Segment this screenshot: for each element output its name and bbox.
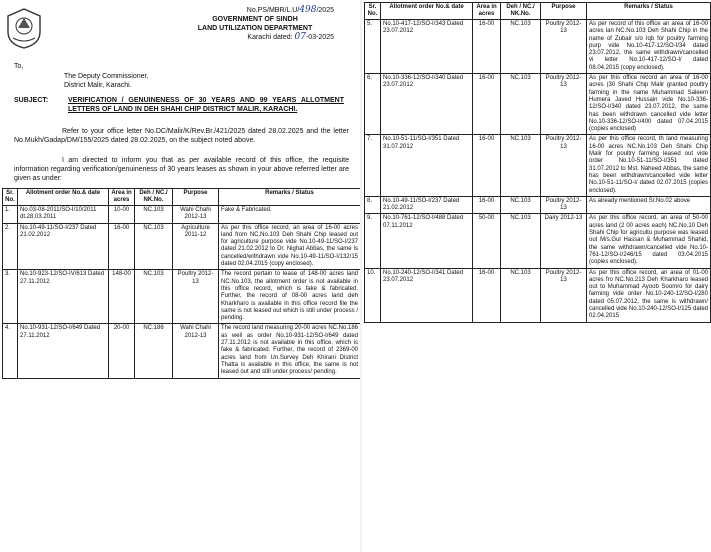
cell-deh: NC.186 <box>135 324 173 378</box>
paragraph-information: I am directed to inform you that as per available record of this office, the requisite information regarding verification/genuineness of 30 years leases as shown in your above referred letter are given as under: <box>14 157 349 182</box>
cell-remarks: The record pertain to lease of 148-00 acres land NC.No.103, the allotment order is not available in this office record, which is fake & fabricated. Further, the record of 08-00 acres land deh Kharkharo is available in this office record file the same is not leased out which is still under process / pending. <box>219 270 361 324</box>
col-order: Allotment order No.& date <box>381 3 473 20</box>
cell-sr: 4. <box>3 324 18 378</box>
cell-remarks: As per this office record an area of 16-00 acres (30 Shahi Chip Malir granted poultry farming in the name Muhammad Saleem Humera Javed Hussain vide No.10-336-12/SO-I/340 dated 23.07.2012, the same has been withdrawn cancelled vide letter No.10-336-12/SO-I/400 dated 07.04.2015 (copies enclosed) <box>587 74 711 135</box>
cell-order: No.10-240-12/SO-I/341 Dated 23.07.2012 <box>381 268 473 322</box>
cell-order: No.10-417-12/SO-I/343 Dated 23.07.2012 <box>381 20 473 74</box>
cell-purpose: Poultry 2012-13 <box>541 135 587 196</box>
cell-purpose: Poultry 2012-13 <box>541 196 587 214</box>
allotment-table-left <box>2 188 361 379</box>
table-row <box>3 206 361 224</box>
col-order: Allotment order No.& date <box>18 189 109 206</box>
table-row <box>3 223 361 270</box>
cell-sr: 2. <box>3 223 18 270</box>
col-sr: Sr. No. <box>365 3 381 20</box>
cell-purpose: Poultry 2012-13 <box>541 268 587 322</box>
reference-number: No.PS/MBR/L.U/498/2025 <box>246 5 334 15</box>
cell-area: 16-00 <box>473 135 501 196</box>
cell-deh: NC.103 <box>501 214 541 268</box>
cell-order: No.10-923-12/SO-IV/613 Dated 27.11.2012 <box>18 270 109 324</box>
table-row <box>365 196 711 214</box>
letter-header <box>160 6 350 42</box>
cell-sr: 9. <box>365 214 381 268</box>
paragraph-reference: Refer to your office letter No.DC/Malir/K/Rev.Br./421/2025 dated 28.02.2025 and the letter No.Mukh/Gadap/DM/155/2025 dated 28.02.2025, on the subject noted above. <box>14 128 349 144</box>
col-area: Area in acres <box>473 3 501 20</box>
cell-remarks: As per this office record, an area of 50-00 acres land (2 00 acres each) NC.No.10 Deh Shahi Chip for agricultu purpose was leased out M/s.Gul Hassan & Muhammad Shahid, the same withdrawn/cancelled vide No.10-761-12/SO-I/246/15 dated 03.04.2015 (copies enclosed). <box>587 214 711 268</box>
cell-sr: 6. <box>365 74 381 135</box>
col-deh: Deh / NC./ NK.No. <box>135 189 173 206</box>
col-area: Area in acres <box>109 189 135 206</box>
department-title: LAND UTILIZATION DEPARTMENT <box>197 25 313 32</box>
cell-purpose: Dairy 2012-13 <box>541 214 587 268</box>
table-row <box>365 135 711 196</box>
cell-remarks: As per this office record, an area of 01-00 acres fro NC.No.213 Deh Kharkharo leased out to Muhammad Ayoob Soomro for dairy farming vide order No.10-240-12/SO-I/280 dated 05.07.2012, the same is withdrawn/ cancelled vide No.10-240-12/SO-I/125 dated 02.04.2015 <box>587 268 711 322</box>
table-row <box>3 270 361 324</box>
cell-deh: NC.103 <box>135 270 173 324</box>
cell-area: 16-00 <box>473 20 501 74</box>
cell-area: 16-00 <box>473 74 501 135</box>
table-row <box>365 20 711 74</box>
to-label: To, <box>14 63 24 70</box>
cell-area: 16-00 <box>473 196 501 214</box>
cell-order: No.03-08-2011/SO-I/10/2011 dt.28.03.2011 <box>18 206 109 224</box>
cell-order: No.10-761-12/SO-I/488 Dated 07.11.2012 <box>381 214 473 268</box>
cell-purpose: Poultry 2012-13 <box>541 74 587 135</box>
govt-title: GOVERNMENT OF SINDH <box>212 16 298 23</box>
cell-deh: NC.103 <box>501 268 541 322</box>
cell-remarks: As per this office record, th land measuring 16-00 acres NC.No.103 Deh Shahi Chip Malir for poultry farming leased out vide order No.10-51-11/SO-I/351 dated 31.07.2012 to Mst. Naheed Abbas, the same has been withdrawn/cancelled vide letter No.10-51-11/SO-I/ dated 02.07.2015 (copies enclosed). <box>587 135 711 196</box>
cell-purpose: Wahi Chahi 2012-13 <box>173 206 219 224</box>
cell-remarks: Fake & Fabricated. <box>219 206 361 224</box>
cell-area: 10-00 <box>109 206 135 224</box>
cell-remarks: As per record of this office an area of 16-00 acres lan NC.No.103 Deh Shahi Chip in the name of Zubair s/o Iqb for poultry farming purp vide No.10-417-12/SO-I/34 dated 23.07.2012, the same withdrawn/cancelled vi letter No.10-417-12/SO-I/ dated 08.04.2015 (copy enclosed). <box>587 20 711 74</box>
cell-purpose: Poultry 2012-13 <box>173 270 219 324</box>
cell-deh: NC.103 <box>501 135 541 196</box>
cell-order: No.10-51-11/SO-I/351 Dated 31.07.2012 <box>381 135 473 196</box>
cell-purpose: Poultry 2012-13 <box>541 20 587 74</box>
cell-order: No.10-336-12/SO-I/340 Dated 23.07.2012 <box>381 74 473 135</box>
subject-label: SUBJECT: <box>14 97 49 104</box>
letter-date: Karachi dated: 07-03-2025 <box>247 32 334 42</box>
cell-area: 16-00 <box>473 268 501 322</box>
table-row <box>365 268 711 322</box>
government-seal-icon <box>4 6 44 50</box>
col-remarks: Remarks / Status <box>587 3 711 20</box>
addressee-district: District Malir, Karachi. <box>64 82 132 89</box>
col-purpose: Purpose <box>173 189 219 206</box>
cell-sr: 8. <box>365 196 381 214</box>
cell-sr: 3. <box>3 270 18 324</box>
col-sr: Sr. No. <box>3 189 18 206</box>
handwritten-date: 07 <box>294 32 306 42</box>
cell-order: No.10-931-12/SO-I/649 Dated 27.11.2012 <box>18 324 109 378</box>
cell-area: 50-00 <box>473 214 501 268</box>
table-row <box>365 74 711 135</box>
cell-deh: NC.103 <box>135 206 173 224</box>
col-purpose: Purpose <box>541 3 587 20</box>
cell-sr: 5. <box>365 20 381 74</box>
cell-sr: 7. <box>365 135 381 196</box>
table-row <box>365 214 711 268</box>
cell-area: 16-00 <box>109 223 135 270</box>
handwritten-ref: 498 <box>299 5 317 15</box>
cell-deh: NC.103 <box>501 196 541 214</box>
addressee: The Deputy Commissioner, <box>64 73 149 80</box>
cell-sr: 1. <box>3 206 18 224</box>
allotment-table-right <box>364 2 711 323</box>
cell-order: No.10-49-11/SO-I/237 Dated 21.02.2012 <box>381 196 473 214</box>
col-deh: Deh / NC./ NK.No. <box>501 3 541 20</box>
cell-order: No.10-49-11/SO-I/237 Dated 21.02.2012 <box>18 223 109 270</box>
cell-remarks: As per this office record, an area of 16-00 acres land from NC.No.103 Deh Shahi Chip leased out for agriculture purpose vide No.10-49-11/SO-I/237 dated 21.02.2012 to Dr. Nighat Abbas, the same is cancelled/withdrawn vide No.10-49-11/SO-I/132/15 dated 02.04.2015 (copy enclosed). <box>219 223 361 270</box>
cell-remarks: As already mentioned Sr.No.02 above <box>587 196 711 214</box>
cell-sr: 10. <box>365 268 381 322</box>
cell-remarks: The record land measuring 20-00 acres NC.No.186 as well as order No.10-931-12/SO-I/649 dated 27.11.2012 is not available in this office, which is fake & fabricated. Further, the record of 2369-00 acres land from Un.Survey Deh Khirani District Thatta is available in this office, the same is not leased out and still under process/ pending. <box>219 324 361 378</box>
letter-page-2 <box>362 0 708 552</box>
cell-deh: NC.103 <box>135 223 173 270</box>
cell-deh: NC.103 <box>501 20 541 74</box>
cell-purpose: Wahi Chahi 2012-13 <box>173 324 219 378</box>
cell-area: 148-00 <box>109 270 135 324</box>
col-remarks: Remarks / Status <box>219 189 361 206</box>
subject-text: VERIFICATION / GENUINENESS OF 30 YEARS AND 99 YEARS ALLOTMENT LETTERS OF LAND IN DEH SHAHI CHIP DISTRICT MALIR, KARACHI. <box>68 97 344 113</box>
table-row <box>3 324 361 378</box>
cell-deh: NC.103 <box>501 74 541 135</box>
cell-purpose: Agriculture 2011-12 <box>173 223 219 270</box>
cell-area: 20-00 <box>109 324 135 378</box>
